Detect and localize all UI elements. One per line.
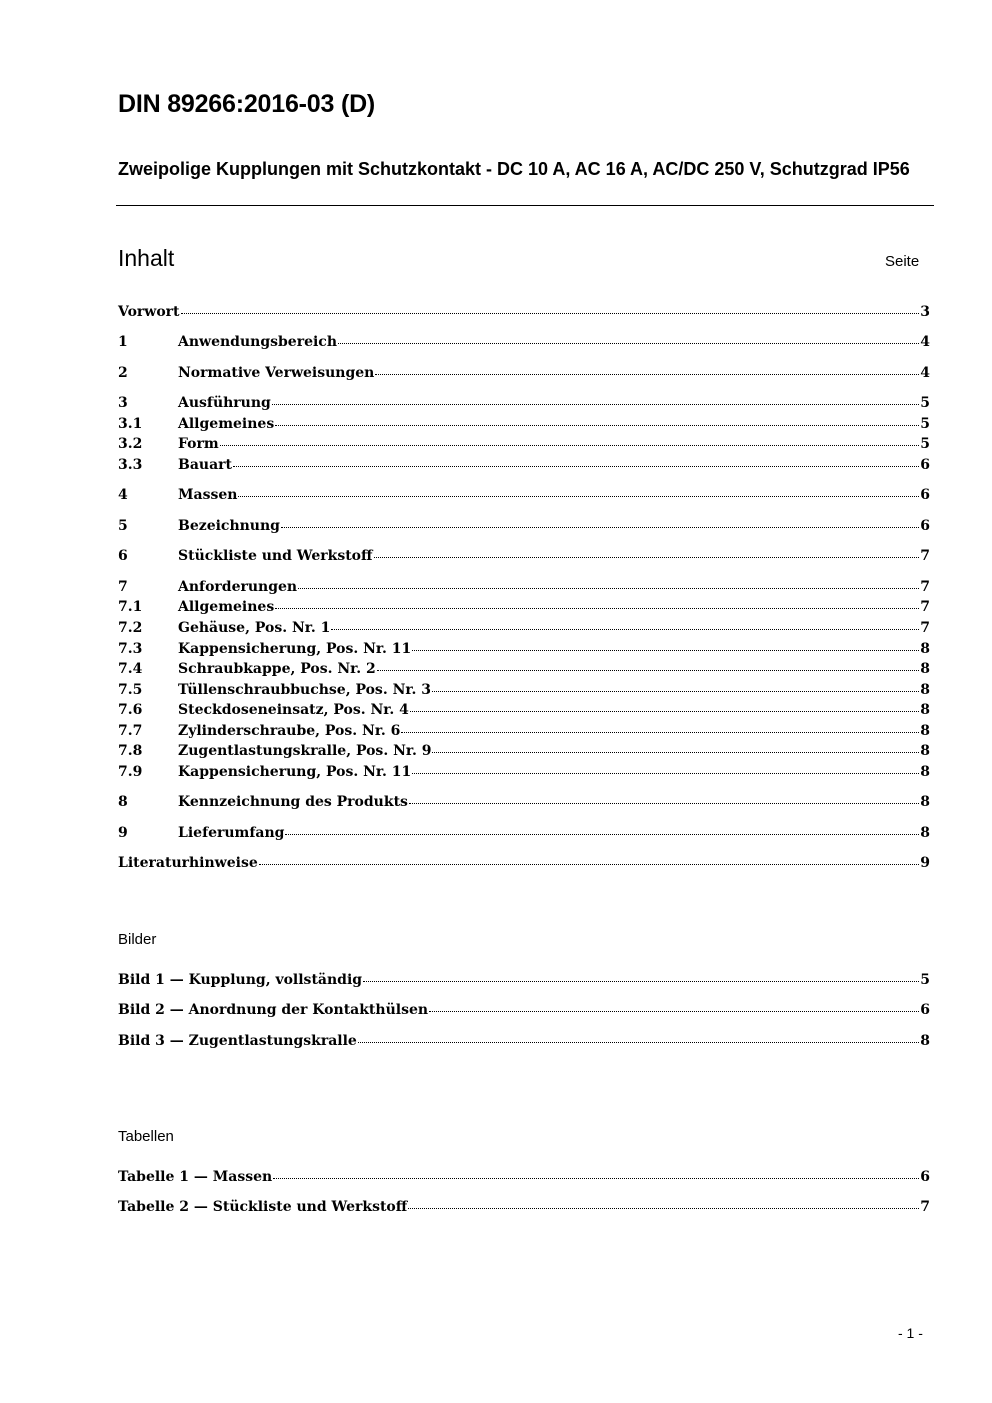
toc-entry-page: 8 — [920, 794, 930, 810]
toc-entry-title: Gehäuse, Pos. Nr. 1 — [178, 620, 331, 636]
toc-entry[interactable] — [118, 741, 930, 761]
toc-entry[interactable] — [118, 455, 930, 475]
toc-entry-title: Bild 2 — Anordnung der Kontakthülsen — [118, 1002, 429, 1018]
tables-heading: Tabellen — [118, 1128, 174, 1145]
toc-entry-number: 3 — [118, 395, 128, 411]
toc-entry[interactable] — [118, 659, 930, 679]
dot-leader — [401, 731, 919, 733]
toc-entry-page: 8 — [920, 661, 930, 677]
toc-entry[interactable] — [118, 597, 930, 617]
toc-entry[interactable] — [118, 853, 930, 873]
toc-entry-number: 7.5 — [118, 682, 143, 698]
dot-leader — [408, 1207, 919, 1209]
toc-entry-title: Bild 3 — Zugentlastungskralle — [118, 1033, 357, 1049]
toc-entry[interactable] — [118, 302, 930, 322]
dot-leader — [363, 980, 919, 982]
toc-entry-number: 7.9 — [118, 764, 143, 780]
toc-heading: Inhalt — [118, 245, 175, 271]
toc-entry-page: 4 — [920, 334, 930, 350]
toc-entry[interactable] — [118, 434, 930, 454]
toc-entry[interactable] — [118, 639, 930, 659]
toc-entry-page: 6 — [920, 457, 930, 473]
toc-entry-number: 8 — [118, 794, 128, 810]
toc-entry-page: 7 — [920, 548, 930, 564]
toc-entry-page: 5 — [920, 395, 930, 411]
dot-leader — [238, 495, 919, 497]
dot-leader — [358, 1041, 919, 1043]
dot-leader — [285, 833, 919, 835]
toc-entry[interactable] — [118, 363, 930, 383]
toc-entry-title: Steckdoseneinsatz, Pos. Nr. 4 — [178, 702, 409, 718]
toc-entry-number: 7.3 — [118, 641, 143, 657]
toc-entry-page: 7 — [920, 599, 930, 615]
toc-entry-number: 1 — [118, 334, 128, 350]
toc-entry-number: 3.2 — [118, 436, 143, 452]
toc-entry-number: 4 — [118, 487, 128, 503]
toc-entry-page: 8 — [920, 641, 930, 657]
toc-entry-number: 7.7 — [118, 723, 143, 739]
toc-entry-title: Bezeichnung — [178, 518, 280, 534]
toc-entry-title: Tüllenschraubbuchse, Pos. Nr. 3 — [178, 682, 431, 698]
figures-heading: Bilder — [118, 931, 157, 948]
toc-entry-title: Schraubkappe, Pos. Nr. 2 — [178, 661, 376, 677]
toc-entry-page: 8 — [920, 1033, 930, 1049]
toc-entry-number: 3.3 — [118, 457, 143, 473]
dot-leader — [331, 628, 919, 630]
toc-entry[interactable] — [118, 762, 930, 782]
toc-entry-page: 8 — [920, 682, 930, 698]
toc-entry-title: Vorwort — [118, 304, 180, 320]
toc-entry-title: Lieferumfang — [178, 825, 285, 841]
dot-leader — [410, 710, 919, 712]
toc-entry-title: Tabelle 1 — Massen — [118, 1169, 273, 1185]
dot-leader — [338, 342, 919, 344]
toc-entry-number: 9 — [118, 825, 128, 841]
dot-leader — [412, 649, 919, 651]
toc-entry-title: Massen — [178, 487, 238, 503]
toc-entry-title: Kennzeichnung des Produkts — [178, 794, 408, 810]
toc-entry-page: 8 — [920, 743, 930, 759]
dot-leader — [298, 587, 919, 589]
dot-leader — [374, 556, 920, 558]
toc-entry[interactable] — [118, 1197, 930, 1217]
toc-entry-page: 9 — [920, 855, 930, 871]
toc-entry[interactable] — [118, 332, 930, 352]
toc-entry-page: 8 — [920, 764, 930, 780]
toc-entry-page: 7 — [920, 1199, 930, 1215]
toc-entry-page: 7 — [920, 620, 930, 636]
toc-entry-page: 5 — [920, 972, 930, 988]
toc-entry[interactable] — [118, 516, 930, 536]
toc-entry-title: Ausführung — [178, 395, 271, 411]
toc-entry-title: Stückliste und Werkstoff — [178, 548, 373, 564]
toc-entry[interactable] — [118, 680, 930, 700]
toc-entry-title: Form — [178, 436, 219, 452]
dot-leader — [275, 607, 919, 609]
toc-entry[interactable] — [118, 577, 930, 597]
toc-entry-page: 8 — [920, 723, 930, 739]
toc-entry-page: 6 — [920, 487, 930, 503]
dot-leader — [220, 444, 920, 446]
toc-entry-page: 5 — [920, 436, 930, 452]
dot-leader — [432, 690, 919, 692]
dot-leader — [432, 751, 919, 753]
toc-entry-page: 4 — [920, 365, 930, 381]
toc-entry-page: 7 — [920, 579, 930, 595]
toc-entry-page: 8 — [920, 702, 930, 718]
toc-entry-title: Tabelle 2 — Stückliste und Werkstoff — [118, 1199, 408, 1215]
toc-entry-number: 6 — [118, 548, 128, 564]
toc-entry-title: Kappensicherung, Pos. Nr. 11 — [178, 641, 412, 657]
toc-entry-title: Allgemeines — [178, 599, 275, 615]
toc-entry[interactable] — [118, 393, 930, 413]
toc-entry-title: Literaturhinweise — [118, 855, 258, 871]
toc-entry-number: 7.6 — [118, 702, 143, 718]
toc-entry-number: 7.2 — [118, 620, 143, 636]
toc-entry-title: Bauart — [178, 457, 232, 473]
toc-entry-page: 6 — [920, 1002, 930, 1018]
toc-entry[interactable] — [118, 618, 930, 638]
dot-leader — [233, 465, 919, 467]
toc-entry[interactable] — [118, 414, 930, 434]
dot-leader — [181, 312, 920, 314]
toc-entry[interactable] — [118, 1031, 930, 1051]
toc-entry-page: 8 — [920, 825, 930, 841]
toc-entry-title: Anwendungsbereich — [178, 334, 337, 350]
toc-entry[interactable] — [118, 823, 930, 843]
page-number: - 1 - — [898, 1325, 923, 1341]
toc-entry-title: Zylinderschraube, Pos. Nr. 6 — [178, 723, 401, 739]
toc-entry-page: 6 — [920, 1169, 930, 1185]
dot-leader — [273, 1177, 919, 1179]
toc-entry-title: Allgemeines — [178, 416, 275, 432]
toc-entry-number: 7 — [118, 579, 128, 595]
toc-entry-page: 5 — [920, 416, 930, 432]
dot-leader — [409, 802, 919, 804]
toc-entry-number: 7.4 — [118, 661, 143, 677]
toc-entry[interactable] — [118, 721, 930, 741]
toc-entry[interactable] — [118, 485, 930, 505]
document-subtitle: Zweipolige Kupplungen mit Schutzkontakt - DC 10 A, AC 16 A, AC/DC 250 V, Schutzgrad IP56 — [118, 159, 910, 179]
toc-entry[interactable] — [118, 1167, 930, 1187]
toc-entry[interactable] — [118, 700, 930, 720]
toc-entry-number: 2 — [118, 365, 128, 381]
toc-entry-title: Normative Verweisungen — [178, 365, 375, 381]
toc-entry-title: Anforderungen — [178, 579, 298, 595]
toc-entry-number: 7.8 — [118, 743, 143, 759]
dot-leader — [275, 424, 919, 426]
dot-leader — [429, 1010, 919, 1012]
toc-entry-number: 5 — [118, 518, 128, 534]
toc-entry-page: 3 — [920, 304, 930, 320]
dot-leader — [375, 373, 919, 375]
dot-leader — [259, 863, 920, 865]
dot-leader — [412, 772, 919, 774]
toc-entry[interactable] — [118, 792, 930, 812]
toc-entry-title: Zugentlastungskralle, Pos. Nr. 9 — [178, 743, 432, 759]
toc-entry-number: 3.1 — [118, 416, 143, 432]
toc-entry-number: 7.1 — [118, 599, 143, 615]
dot-leader — [281, 526, 919, 528]
toc-entry[interactable] — [118, 970, 930, 990]
toc-entry[interactable] — [118, 546, 930, 566]
document-title: DIN 89266:2016-03 (D) — [118, 90, 376, 118]
subtitle-divider — [116, 205, 934, 206]
toc-entry-title: Kappensicherung, Pos. Nr. 11 — [178, 764, 412, 780]
page-column-label: Seite — [885, 253, 920, 270]
toc-entry-title: Bild 1 — Kupplung, vollständig — [118, 972, 363, 988]
toc-entry[interactable] — [118, 1000, 930, 1020]
toc-entry-page: 6 — [920, 518, 930, 534]
dot-leader — [377, 669, 920, 671]
dot-leader — [272, 403, 919, 405]
